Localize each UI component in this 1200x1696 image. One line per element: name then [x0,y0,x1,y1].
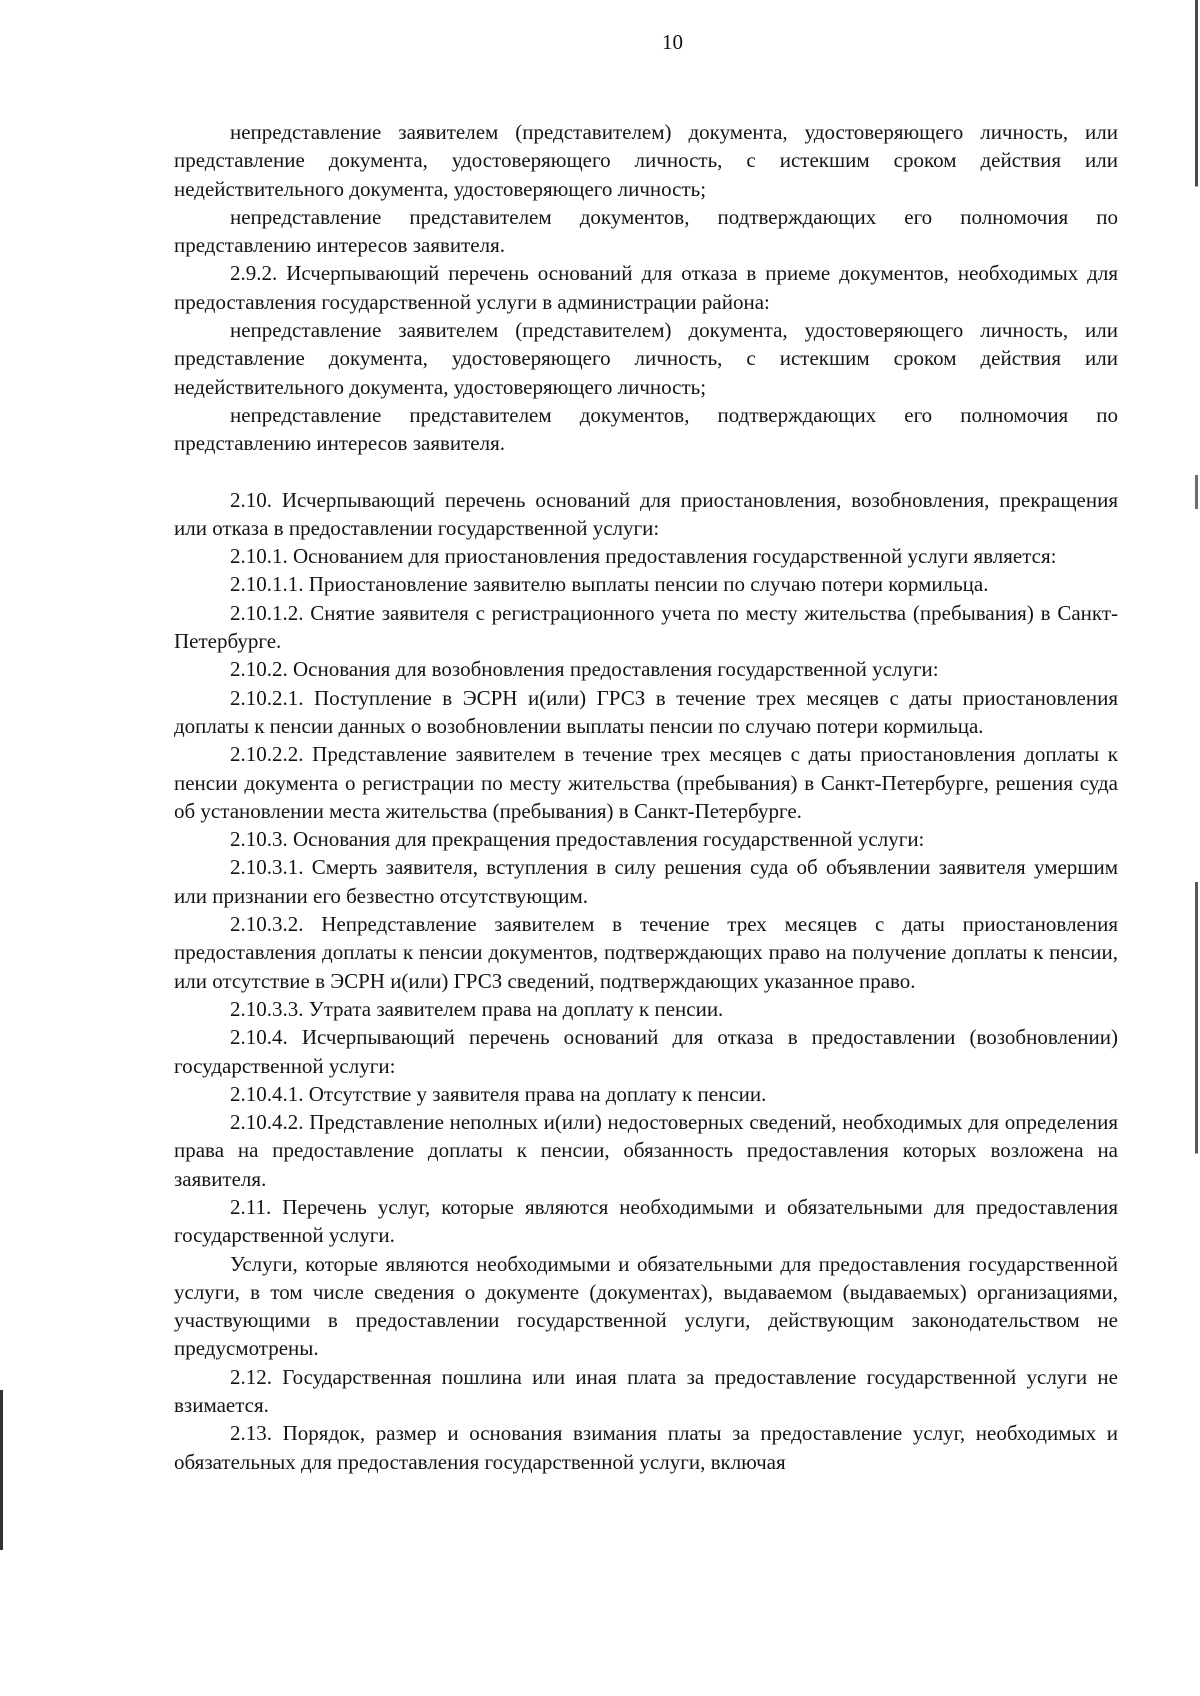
paragraph: 2.10.3.2. Непредставление заявителем в течение трех месяцев с даты приостановления предоставления доплаты к пенсии документов, подтверждающих право на получение доплаты к пенсии, или отсутствие в ЭСРН и(или) ГРСЗ сведений, подтверждающих указанное право. [174,912,1118,993]
page-number: 10 [662,30,683,54]
paragraph: 2.10.3. Основания для прекращения предоставления государственной услуги: [230,827,925,852]
paragraph: 2.10.4. Исчерпывающий перечень оснований для отказа в предоставлении (возобновлении) государственной услуги: [174,1025,1118,1078]
paragraph: 2.10.1.1. Приостановление заявителю выплаты пенсии по случаю потери кормильца. [230,572,989,597]
paragraph: 2.13. Порядок, размер и основания взимания платы за предоставление услуг, необходимых и обязательных для предоставления государственной услуги, включая [174,1421,1118,1474]
scan-edge-mark-right [1195,0,1198,1696]
paragraph: 2.11. Перечень услуг, которые являются необходимыми и обязательными для предоставления государственной услуги. [174,1194,1118,1248]
document-body [174,118,1118,1476]
paragraph: непредставление заявителем (представителем) документа, удостоверяющего личность, или представление документа, удостоверяющего личность, с истекшим сроком действия или недействительного документа, удостоверяющего личность; [174,318,1118,399]
paragraph: непредставление представителем документов, подтверждающих его полномочия по представлению интересов заявителя. [174,204,1118,258]
paragraph: 2.10.2.1. Поступление в ЭСРН и(или) ГРСЗ в течение трех месяцев с даты приостановления доплаты к пенсии данных о возобновлении выплаты пенсии по случаю потери кормильца. [174,685,1118,738]
section-gap [174,458,1118,486]
paragraph: 2.10.3.3. Утрата заявителем права на доплату к пенсии. [230,996,724,1021]
paragraph: 2.10.2. Основания для возобновления предоставления государственной услуги: [230,657,939,682]
scan-edge-mark-left [0,1390,3,1550]
paragraph: 2.10.1. Основанием для приостановления предоставления государственной услуги является: [230,544,1057,569]
paragraph: непредставление представителем документов, подтверждающих его полномочия по представлению интересов заявителя. [174,402,1118,456]
paragraph: непредставление заявителем (представителем) документа, удостоверяющего личность, или представление документа, удостоверяющего личность, с истекшим сроком действия или недействительного документа, удостоверяющего личность; [174,120,1118,201]
paragraph: 2.10.3.1. Смерть заявителя, вступления в силу решения суда об объявлении заявителя умершим или признании его безвестно отсутствующим. [174,855,1118,908]
paragraph: 2.10.4.2. Представление неполных и(или) недостоверных сведений, необходимых для определения права на предоставление доплаты к пенсии, обязанность предоставления которых возложена на заявителя. [174,1110,1118,1191]
paragraph: 2.12. Государственная пошлина или иная плата за предоставление государственной услуги не взимается. [174,1364,1118,1418]
paragraph: 2.10. Исчерпывающий перечень оснований для приостановления, возобновления, прекращения или отказа в предоставлении государственной услуги: [174,487,1118,540]
paragraph: 2.10.1.2. Снятие заявителя с регистрационного учета по месту жительства (пребывания) в Санкт-Петербурге. [174,600,1118,654]
paragraph: 2.10.2.2. Представление заявителем в течение трех месяцев с даты приостановления доплаты к пенсии документа о регистрации по месту жительства (пребывания) в Санкт-Петербурге, решения суда об установлении места жительства (пребывания) в Санкт-Петербурге. [174,742,1118,823]
paragraph: Услуги, которые являются необходимыми и обязательными для предоставления государственной услуги, в том числе сведения о документе (документах), выдаваемом (выдаваемых) организациями, участвующими в предоставлении государственной услуги, действующим законодательством не предусмотрены. [174,1251,1118,1361]
paragraph: 2.9.2. Исчерпывающий перечень оснований для отказа в приеме документов, необходимых для предоставления государственной услуги в администрации района: [174,261,1118,314]
paragraph: 2.10.4.1. Отсутствие у заявителя права на доплату к пенсии. [230,1081,767,1106]
